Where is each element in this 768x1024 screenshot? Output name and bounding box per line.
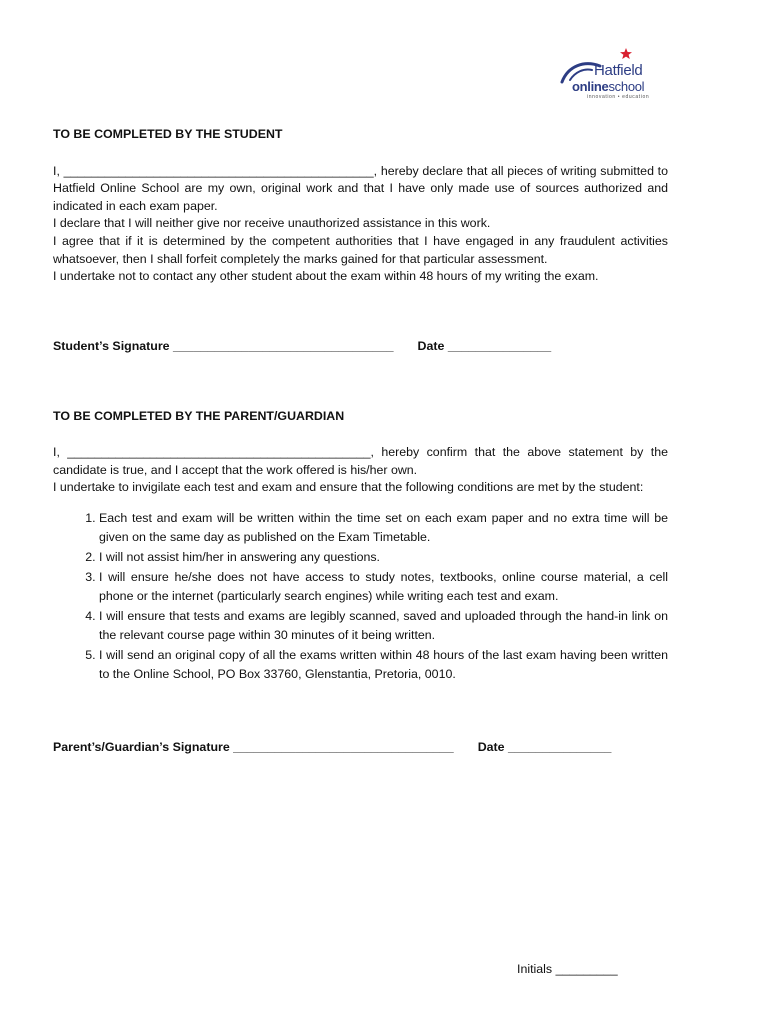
list-item: 2. I will not assist him/her in answering any questions. <box>99 548 668 567</box>
student-signature-line <box>53 338 668 356</box>
parent-date-field[interactable]: Date _______________ <box>477 739 612 754</box>
student-declaration: I, _____________________________________________, hereby declare that all pieces of writing submitted to Hatfield Online School are my own, original work and that I have only made use of sources authorized and indicated in each exam paper. <box>53 163 668 213</box>
list-item: 4. I will ensure that tests and exams are legibly scanned, saved and uploaded through the hand-in link on the relevant course page within 30 minutes of it being written. <box>99 607 668 645</box>
list-item: 5. I will send an original copy of all the exams written within 48 hours of the last exam having been written to the Online School, PO Box 33760, Glenstantia, Pretoria, 0010. <box>99 646 668 684</box>
initials-field[interactable]: Initials _________ <box>517 962 618 976</box>
hatfield-logo <box>560 46 670 102</box>
logo-hatfield-text: Hatfield <box>594 62 643 79</box>
student-declaration-line4: I undertake not to contact any other student about the exam within 48 hours of my writing the exam. <box>53 269 599 284</box>
logo-onlineschool-text: onlineschool <box>572 79 645 94</box>
parent-undertake: I undertake to invigilate each test and exam and ensure that the following conditions are met by the student: <box>53 480 644 495</box>
list-item: 1. Each test and exam will be written within the time set on each exam paper and no extra time will be given on the same day as published on the Exam Timetable. <box>99 509 668 547</box>
parent-signature-line <box>53 739 668 757</box>
parent-section-heading: TO BE COMPLETED BY THE PARENT/GUARDIAN <box>53 409 345 424</box>
star-icon <box>620 48 632 59</box>
list-item: 3. I will ensure he/she does not have access to study notes, textbooks, online course material, a cell phone or the internet (particularly search engines) while writing each test and exam. <box>99 568 668 606</box>
student-signature-field[interactable]: Student’s Signature ________________________________ <box>53 338 394 353</box>
form-content <box>53 126 668 756</box>
student-date-field[interactable]: Date _______________ <box>417 338 552 353</box>
parent-confirmation: I, ____________________________________________, hereby confirm that the above statement by the candidate is true, and I accept that the work offered is his/her own. <box>53 444 668 477</box>
conditions-list <box>53 509 668 685</box>
logo-tagline: innovation • education <box>587 94 650 100</box>
student-declaration-line3: I agree that if it is determined by the competent authorities that I have engaged in any fraudulent activities whatsoever, then I shall forfeit completely the marks gained for that particular assessment. <box>53 233 668 266</box>
parent-signature-field[interactable]: Parent’s/Guardian’s Signature ________________________________ <box>53 739 454 754</box>
student-section-heading: TO BE COMPLETED BY THE STUDENT <box>53 127 283 141</box>
student-declaration-line2: I declare that I will neither give nor receive unauthorized assistance in this work. <box>53 216 491 231</box>
